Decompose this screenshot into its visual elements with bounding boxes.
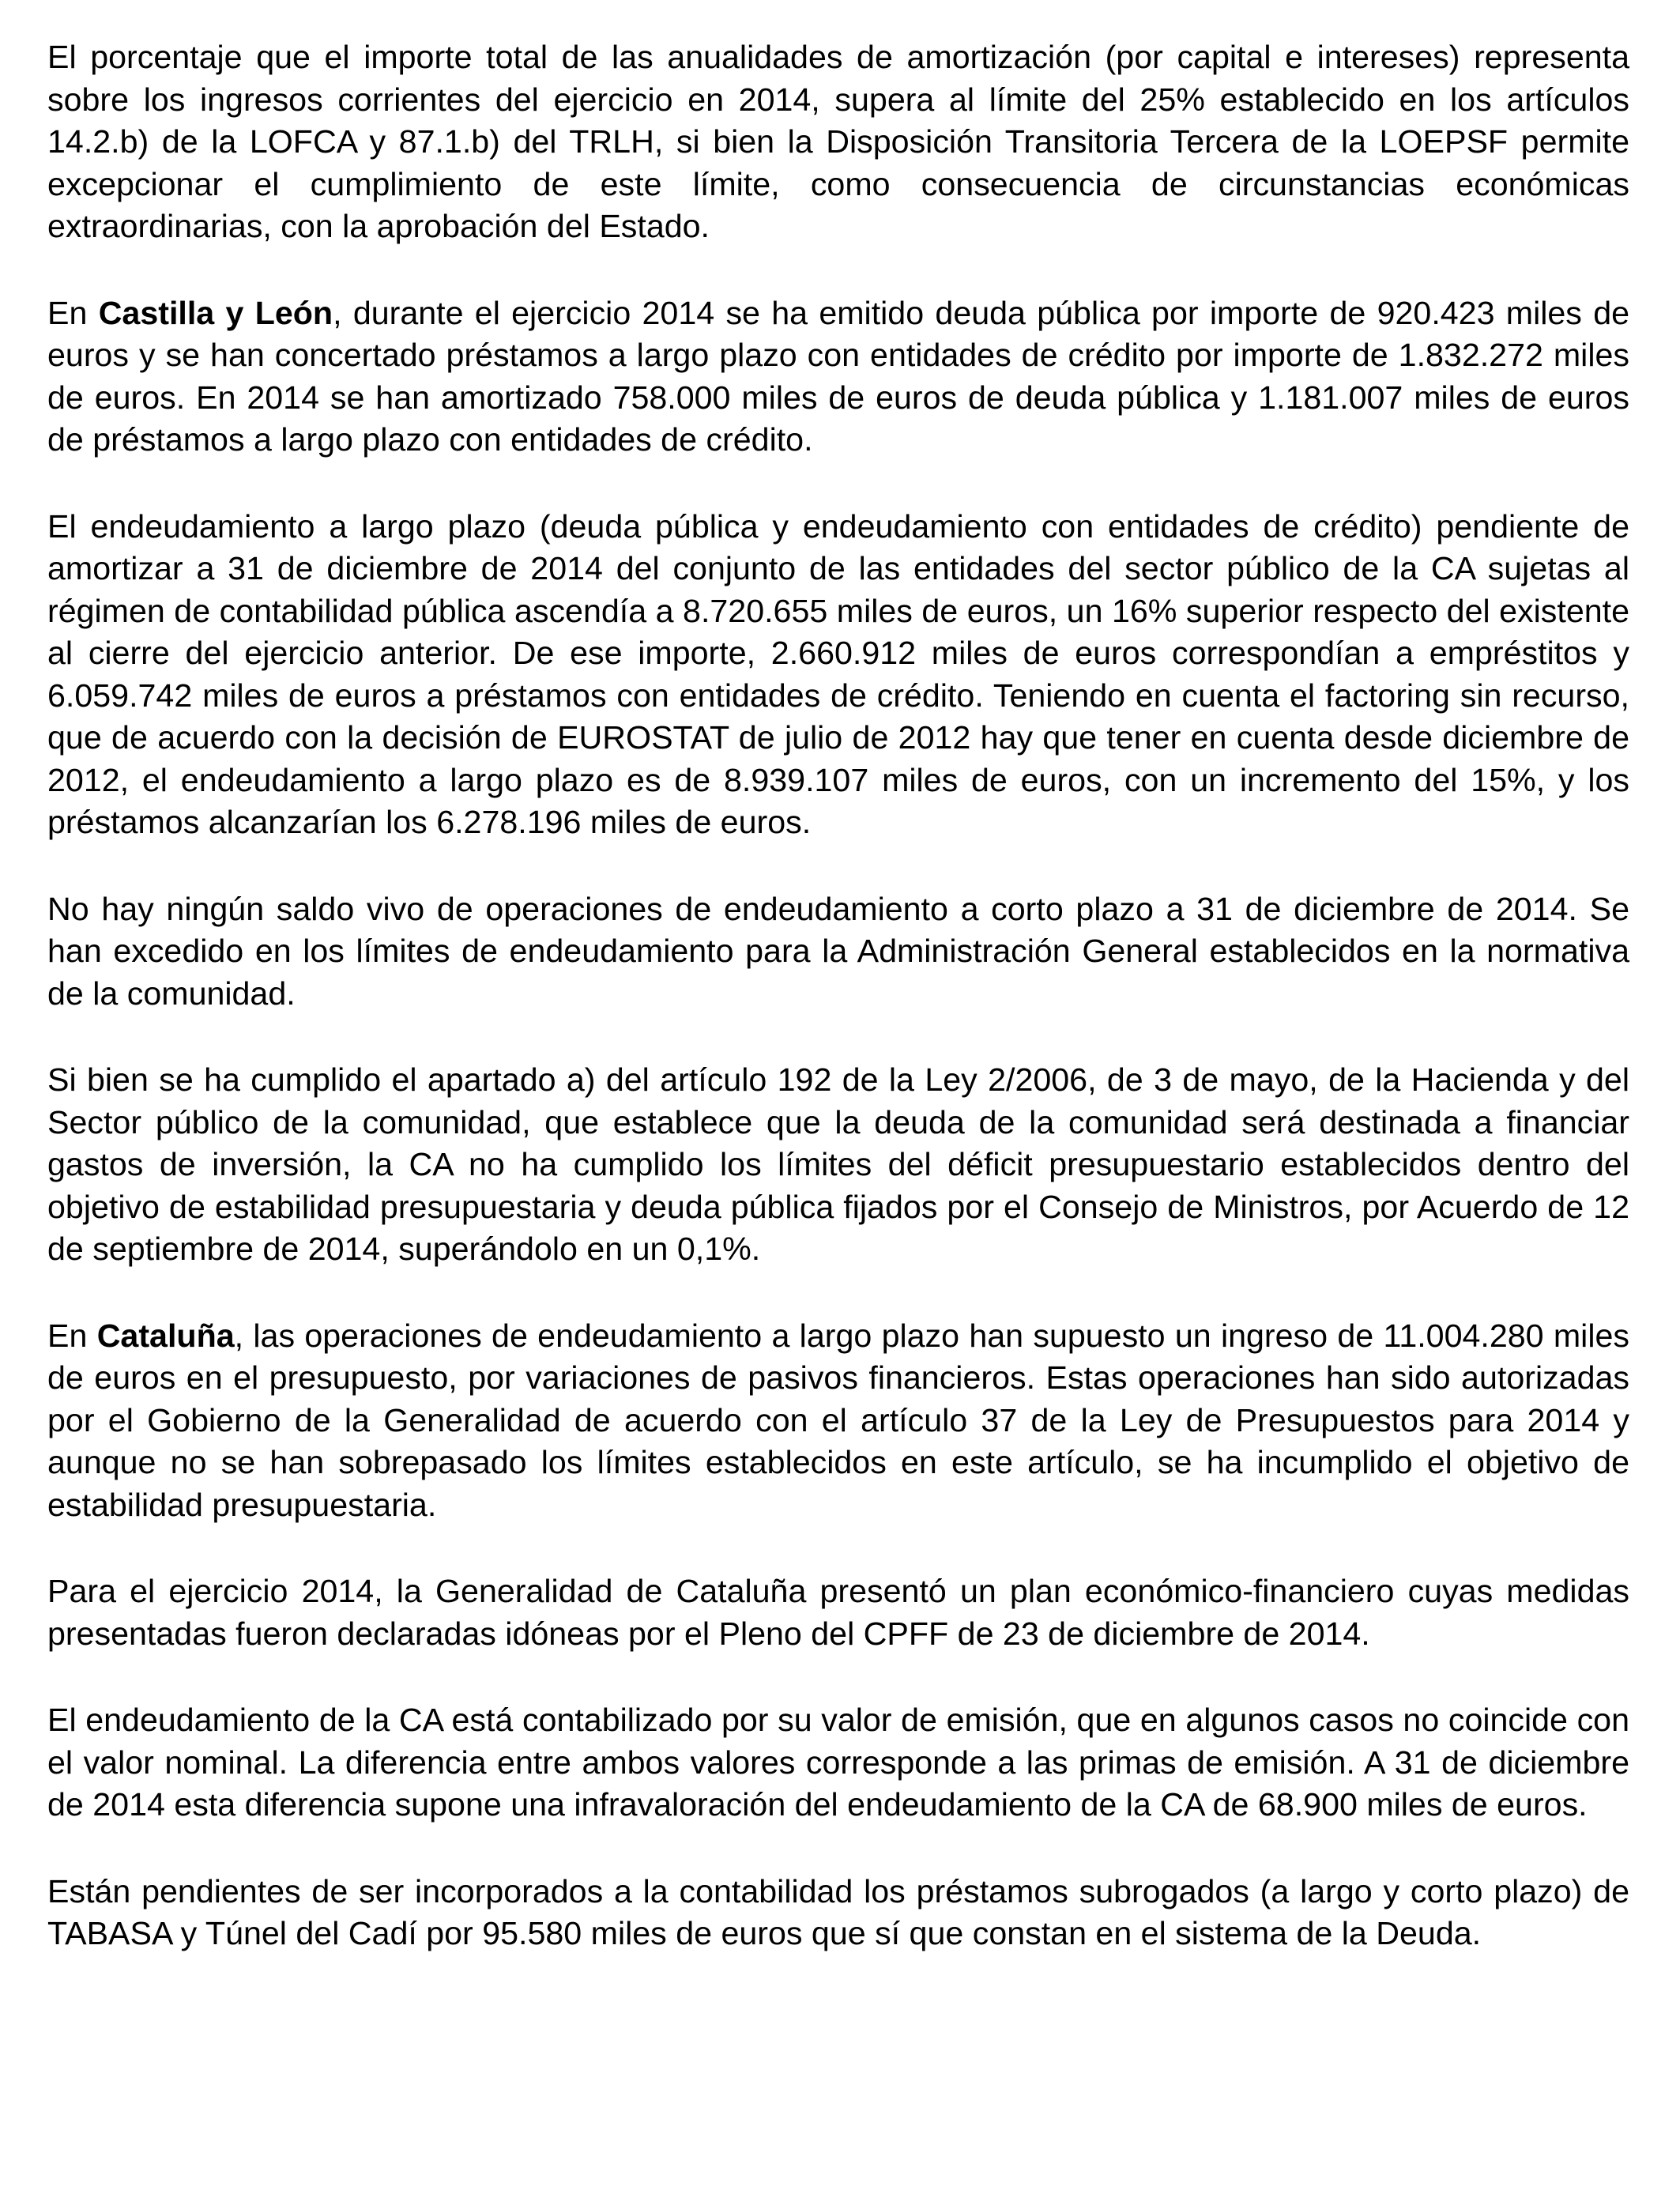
paragraph-amortization-limit bbox=[47, 36, 1629, 248]
document-page bbox=[47, 36, 1629, 2000]
paragraph-short-term-debt bbox=[47, 888, 1629, 1016]
paragraph-text: Están pendientes de ser incorporados a la contabilidad los préstamos subrogados (a largo y corto plazo) de TABASA y Túnel del Cadí por 95.580 miles de euros que sí que constan en el sistema de la Deuda. bbox=[47, 1872, 1629, 1951]
paragraph-text: En bbox=[47, 294, 99, 331]
paragraph-text: El endeudamiento a largo plazo (deuda pública y endeudamiento con entidades de crédito) pendiente de amortizar a 31 de diciembre de 2014 del conjunto de las entidades del sector público de la CA sujetas al régimen de contabilidad pública ascendía a 8.720.655 miles de euros, un 16% superior respecto del existente al cierre del ejercicio anterior. De ese importe, 2.660.912 miles de euros correspondían a empréstitos y 6.059.742 miles de euros a préstamos con entidades de crédito. Teniendo en cuenta el factoring sin recurso, que de acuerdo con la decisión de EUROSTAT de julio de 2012 hay que tener en cuenta desde diciembre de 2012, el endeudamiento a largo plazo es de 8.939.107 miles de euros, con un incremento del 15%, y los préstamos alcanzarían los 6.278.196 miles de euros. bbox=[47, 507, 1629, 840]
paragraph-castilla-leon-debt bbox=[47, 292, 1629, 462]
paragraph-subrogated-loans bbox=[47, 1871, 1629, 1955]
paragraph-text: , las operaciones de endeudamiento a largo plazo han supuesto un ingreso de 11.004.280 miles de euros en el presupuesto, por variaciones de pasivos financieros. Estas operaciones han sido autorizadas por el Gobierno de la Generalidad de acuerdo con el artículo 37 de la Ley de Presupuestos para 2014 y aunque no se han sobrepasado los límites establecidos en este artículo, se ha incumplido el objetivo de estabilidad presupuestaria. bbox=[47, 1317, 1629, 1523]
paragraph-text: El endeudamiento de la CA está contabilizado por su valor de emisión, que en algunos casos no coincide con el valor nominal. La diferencia entre ambos valores corresponde a las primas de emisión. A 31 de diciembre de 2014 esta diferencia supone una infravaloración del endeudamiento de la CA de 68.900 miles de euros. bbox=[47, 1702, 1629, 1823]
paragraph-text: Para el ejercicio 2014, la Generalidad de Cataluña presentó un plan económico-financiero cuyas medidas presentadas fueron declaradas idóneas por el Pleno del CPFF de 23 de diciembre de 2014. bbox=[47, 1573, 1629, 1652]
paragraph-text: El porcentaje que el importe total de las anualidades de amortización (por capital e intereses) representa sobre los ingresos corrientes del ejercicio en 2014, supera al límite del 25% establecido en los artículos 14.2.b) de la LOFCA y 87.1.b) del TRLH, si bien la Disposición Transitoria Tercera de la LOEPSF permite excepcionar el cumplimiento de este límite, como consecuencia de circunstancias económicas extraordinarias, con la aprobación del Estado. bbox=[47, 39, 1629, 244]
paragraph-text: No hay ningún saldo vivo de operaciones de endeudamiento a corto plazo a 31 de diciembre de 2014. Se han excedido en los límites de endeudamiento para la Administración General establecidos en la normativa de la comunidad. bbox=[47, 890, 1629, 1012]
paragraph-deficit-limits bbox=[47, 1059, 1629, 1271]
paragraph-long-term-debt bbox=[47, 506, 1629, 844]
paragraph-text: Si bien se ha cumplido el apartado a) del artículo 192 de la Ley 2/2006, de 3 de mayo, de la Hacienda y del Sector público de la comunidad, que establece que la deuda de la comunidad será destinada a financiar gastos de inversión, la CA no ha cumplido los límites del déficit presupuestario establecidos dentro del objetivo de estabilidad presupuestaria y deuda pública fijados por el Consejo de Ministros, por Acuerdo de 12 de septiembre de 2014, superándolo en un 0,1%. bbox=[47, 1061, 1629, 1267]
paragraph-issue-value bbox=[47, 1699, 1629, 1826]
paragraph-financial-plan bbox=[47, 1570, 1629, 1655]
paragraph-cataluna-debt bbox=[47, 1315, 1629, 1527]
paragraph-text: En bbox=[47, 1317, 97, 1354]
region-name-castilla-leon: Castilla y León bbox=[98, 294, 333, 331]
region-name-cataluna: Cataluña bbox=[96, 1317, 235, 1354]
paragraph-text: , durante el ejercicio 2014 se ha emitido deuda pública por importe de 920.423 miles de euros y se han concertado préstamos a largo plazo con entidades de crédito por importe de 1.832.272 miles de euros. En 2014 se han amortizado 758.000 miles de euros de deuda pública y 1.181.007 miles de euros de préstamos a largo plazo con entidades de crédito. bbox=[47, 294, 1630, 458]
